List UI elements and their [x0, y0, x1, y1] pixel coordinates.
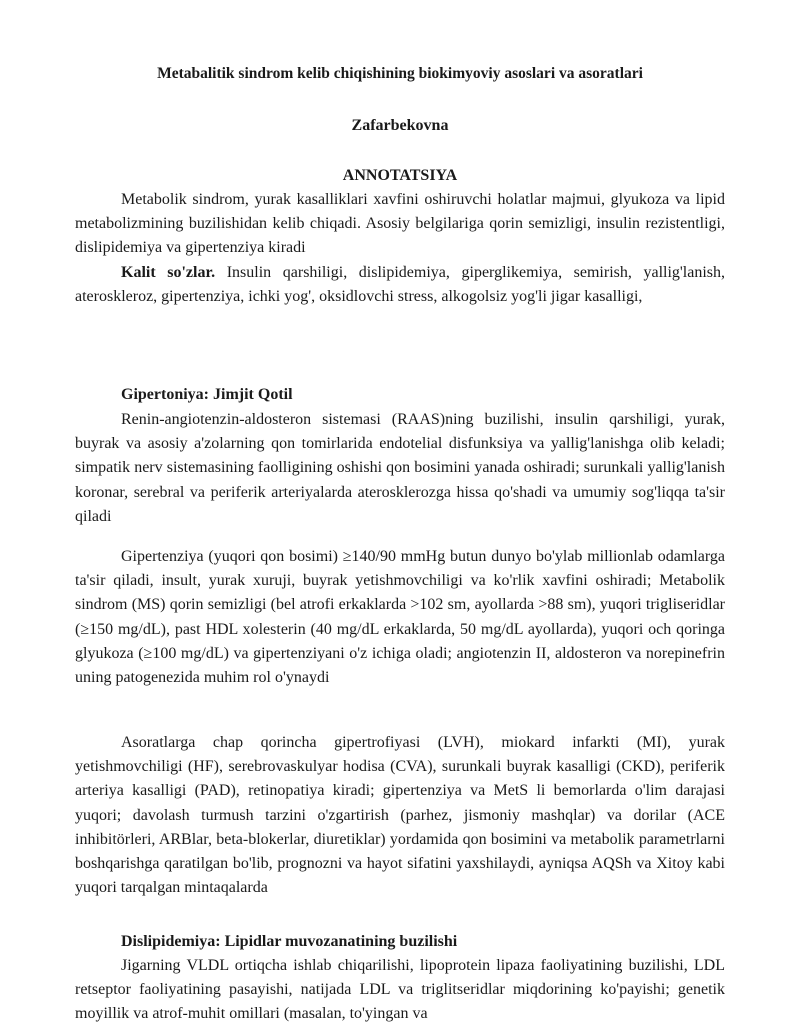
annotation-paragraph: Metabolik sindrom, yurak kasalliklari xavfini oshiruvchi holatlar majmui, glyukoza va lipid metabolizmining buzilishidan kelib chiqadi. Asosiy belgilariga qorin semizligi, insulin rezistentligi, dislipidemiya va gipertenziya kiradi — [75, 191, 725, 257]
annotation-heading: ANNOTATSIYA — [342, 167, 458, 184]
hypertension-paragraph-2: Gipertenziya (yuqori qon bosimi) ≥140/90 mmHg butun dunyo bo'ylab millionlab odamlarga ta'sir qiladi, insult, yurak xuruji, buyrak yetishmovchiligi va ko'rlik xavfini oshiradi; Metabolik sindrom (MS) qorin semizligi (bel atrofi erkaklarda >102 sm, ayollarda >88 sm), yuqori trigliseridlar (≥150 mg/dL), past HDL xolesterin (40 mg/dL erkaklarda, 50 mg/dL ayollarda), yuqori och qoringa glyukoza (≥100 mg/dL) va gipertenziyani o'z ichiga oladi; angiotenzin II, aldosteron va norepinefrin uning patogenezida muhim rol o'ynaydi — [75, 548, 725, 687]
keywords-paragraph — [75, 261, 725, 309]
keywords-text: Insulin qarshiligi, dislipidemiya, giperglikemiya, semirish, yallig'lanish, ateroskleroz, gipertenziya, ichki yog', oksidlovchi stress, alkogolsiz yog'li jigar kasalligi, — [75, 264, 726, 306]
document-title: Metabalitik sindrom kelib chiqishining biokimyoviy asoslari va asoratlari — [157, 65, 643, 82]
hypertension-paragraph-1: Renin-angiotenzin-aldosteron sistemasi (RAAS)ning buzilishi, insulin qarshiligi, yurak, buyrak va asosiy a'zolarning qon tomirlarida endotelial disfunksiya va yallig'lanishga olib keladi; simpatik nerv sistemasining faolligining oshishi qon bosimini yanada oshiradi; surunkali yallig'lanish koronar, serebral va periferik arteriyalarda aterosklerozga hissa qo'shadi va umumiy sog'liqqa ta'sir qiladi — [75, 411, 725, 525]
keywords-label: Kalit so'zlar. — [121, 264, 216, 281]
author-name: Zafarbekovna — [351, 117, 449, 134]
hypertension-paragraph-3: Asoratlarga chap qorincha gipertrofiyasi (LVH), miokard infarkti (MI), yurak yetishmovchiligi (HF), serebrovaskulyar hodisa (CVA), surunkali buyrak kasalligi (CKD), periferik arteriya kasalligi (PAD), retinopatiya kiradi; gipertenziya va MetS li bemorlarda o'lim darajasi yuqori; davolash turmush tarzini o'zgartirish (parhez, jismoniy mashqlar) va dorilar (ACE inhibitörleri, ARBlar, beta-blokerlar, diuretiklar) yordamida qon bosimini va metabolik parametrlarni boshqarishga qaratilgan bo'lib, prognozni va hayot sifatini yaxshilaydi, ayniqsa AQSh va Xitoy kabi yuqori tarqalgan mintaqalarda — [75, 734, 725, 897]
section-heading-hypertension: Gipertoniya: Jimjit Qotil — [121, 386, 293, 403]
section-heading-dyslipidemia: Dislipidemiya: Lipidlar muvozanatining buzilishi — [121, 933, 458, 950]
dyslipidemia-paragraph-1: Jigarning VLDL ortiqcha ishlab chiqarilishi, lipoprotein lipaza faoliyatining buzilishi, LDL retseptor faoliyatining pasayishi, natijada LDL va triglitseridlar miqdorining ko'payishi; genetik moyillik va atrof-muhit omillari (masalan, to'yingan va — [75, 957, 725, 1023]
